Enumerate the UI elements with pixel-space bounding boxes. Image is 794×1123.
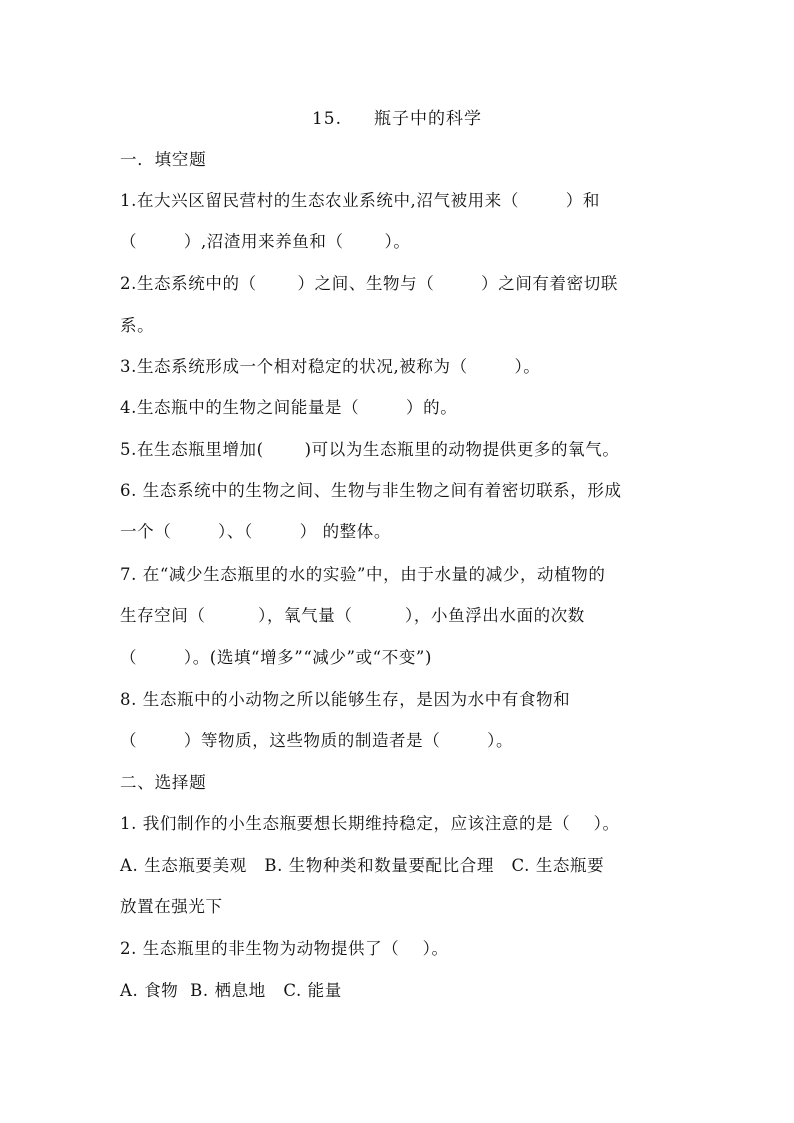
question-line: 一个（ ）、（ ） 的整体。 <box>120 522 391 541</box>
question-line: 2.生态系统中的（ ）之间、生物与（ ）之间有着密切联 <box>120 274 618 293</box>
question-line: 系。 <box>120 316 155 335</box>
question-line: 4.生态瓶中的生物之间能量是（ ）的。 <box>120 398 458 417</box>
question-line: 1. 我们制作的小生态瓶要想长期维持稳定，应该注意的是（ ）。 <box>120 814 620 833</box>
question-line: 8. 生态瓶中的小动物之所以能够生存，是因为水中有食物和 <box>120 690 571 709</box>
page-title: 15. 瓶子中的科学 <box>311 109 483 129</box>
question-line: 5.在生态瓶里增加( )可以为生态瓶里的动物提供更多的氧气。 <box>120 440 620 459</box>
question-line: （ ）,沼渣用来养鱼和（ ）。 <box>120 232 411 251</box>
choice-options-line: A. 食物 B. 栖息地 C. 能量 <box>120 981 342 1000</box>
choice-options-line: A. 生态瓶要美观 B. 生物种类和数量要配比合理 C. 生态瓶要 <box>120 856 605 875</box>
question-line: 6. 生态系统中的生物之间、生物与非生物之间有着密切联系，形成 <box>120 481 622 500</box>
question-line: 1.在大兴区留民营村的生态农业系统中,沼气被用来（ ）和 <box>120 191 600 210</box>
question-line: 2. 生态瓶里的非生物为动物提供了（ ）。 <box>120 939 449 958</box>
question-line: 7. 在“减少生态瓶里的水的实验”中，由于水量的减少，动植物的 <box>120 565 606 584</box>
question-line: 3.生态系统形成一个相对稳定的状况,被称为（ ）。 <box>120 357 541 376</box>
choice-options-line: 放置在强光下 <box>120 897 223 916</box>
question-line: （ ）等物质，这些物质的制造者是（ ）。 <box>120 731 514 750</box>
section-heading-fill-in: 一．填空题 <box>120 150 207 169</box>
question-line: 生存空间（ ），氧气量（ ），小鱼浮出水面的次数 <box>120 606 585 625</box>
section-heading-multiple-choice: 二、选择题 <box>120 773 207 792</box>
question-line: （ ）。(选填“增多”“减少”或“不变”) <box>120 648 432 667</box>
